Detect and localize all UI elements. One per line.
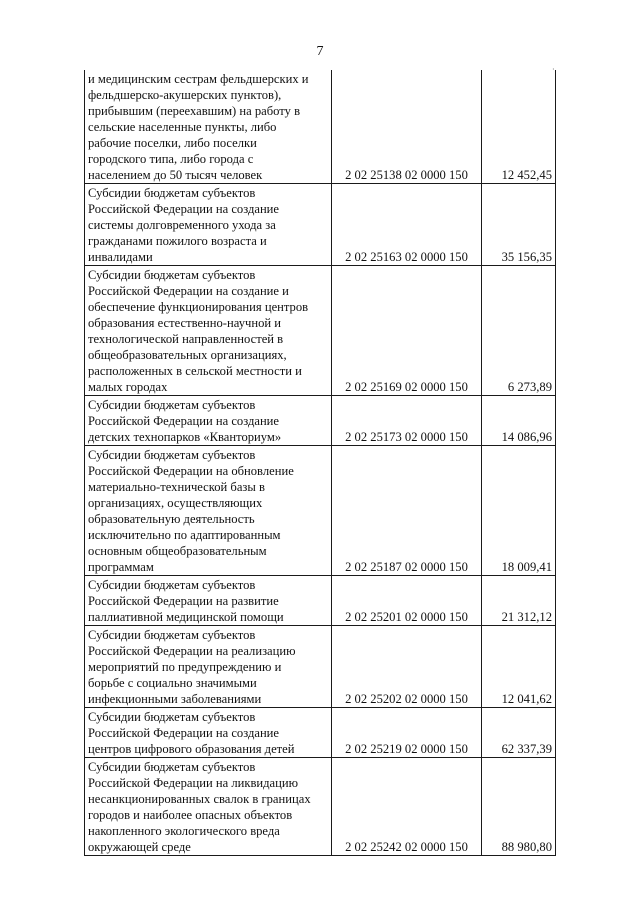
row-budget-code: 2 02 25163 02 0000 150 [331,184,481,265]
row-budget-code: 2 02 25187 02 0000 150 [331,446,481,575]
row-description: Субсидии бюджетам субъектов Российской Федерации на создание центров цифрового образования детей [88,710,295,756]
row-description: Субсидии бюджетам субъектов Российской Федерации на реализацию мероприятий по предупреждению и борьбе с социально значимыми инфекционными заболеваниями [88,628,296,706]
row-amount: 62 337,39 [481,708,555,757]
row-amount: 6 273,89 [481,266,555,395]
row-budget-code: 2 02 25219 02 0000 150 [331,708,481,757]
table-row [85,70,555,183]
page-number: 7 [316,44,324,59]
row-budget-code: 2 02 25138 02 0000 150 [331,70,481,183]
row-amount: 88 980,80 [481,758,555,855]
row-description: Субсидии бюджетам субъектов Российской Федерации на создание детских технопарков «Кванториум» [88,398,282,444]
row-amount: 12 452,45 [481,70,555,183]
row-description: Субсидии бюджетам субъектов Российской Федерации на создание системы долговременного ухода за гражданами пожилого возраста и инвалидами [88,186,280,264]
row-amount: 12 041,62 [481,626,555,707]
table-row [85,707,555,757]
row-amount: 18 009,41 [481,446,555,575]
row-amount: 14 086,96 [481,396,555,445]
row-budget-code: 2 02 25201 02 0000 150 [331,576,481,625]
row-budget-code: 2 02 25169 02 0000 150 [331,266,481,395]
row-amount: 21 312,12 [481,576,555,625]
row-budget-code: 2 02 25242 02 0000 150 [331,758,481,855]
row-description: Субсидии бюджетам субъектов Российской Федерации на развитие паллиативной медицинской помощи [88,578,284,624]
budget-table [84,70,556,856]
row-description: Субсидии бюджетам субъектов Российской Федерации на создание и обеспечение функционирования центров образования естественно-научной и технологической направленностей в общеобразовательных организациях, расположенных в сельской местности и малых городах [88,268,309,394]
row-description: Субсидии бюджетам субъектов Российской Федерации на обновление материально-технической базы в организациях, осуществляющих образовательную деятельность исключительно по адаптированным основным общеобразовательным программам [88,448,294,574]
scan-mark: · [552,65,555,74]
table-row [85,625,555,707]
table-row [85,265,555,395]
table-row [85,395,555,445]
row-budget-code: 2 02 25173 02 0000 150 [331,396,481,445]
row-amount: 35 156,35 [481,184,555,265]
row-budget-code: 2 02 25202 02 0000 150 [331,626,481,707]
row-description: Субсидии бюджетам субъектов Российской Федерации на ликвидацию несанкционированных свалок в границах городов и наиболее опасных объектов накопленного экологического вреда окружающей среде [88,760,311,854]
table-row [85,575,555,625]
table-row [85,445,555,575]
table-row [85,757,555,856]
row-description: и медицинским сестрам фельдшерских и фельдшерско-акушерских пунктов), прибывшим (переехавшим) на работу в сельские населенные пункты, либо рабочие поселки, либо поселки городского типа, либо города с населением до 50 тысяч человек [88,72,309,182]
table-row [85,183,555,265]
